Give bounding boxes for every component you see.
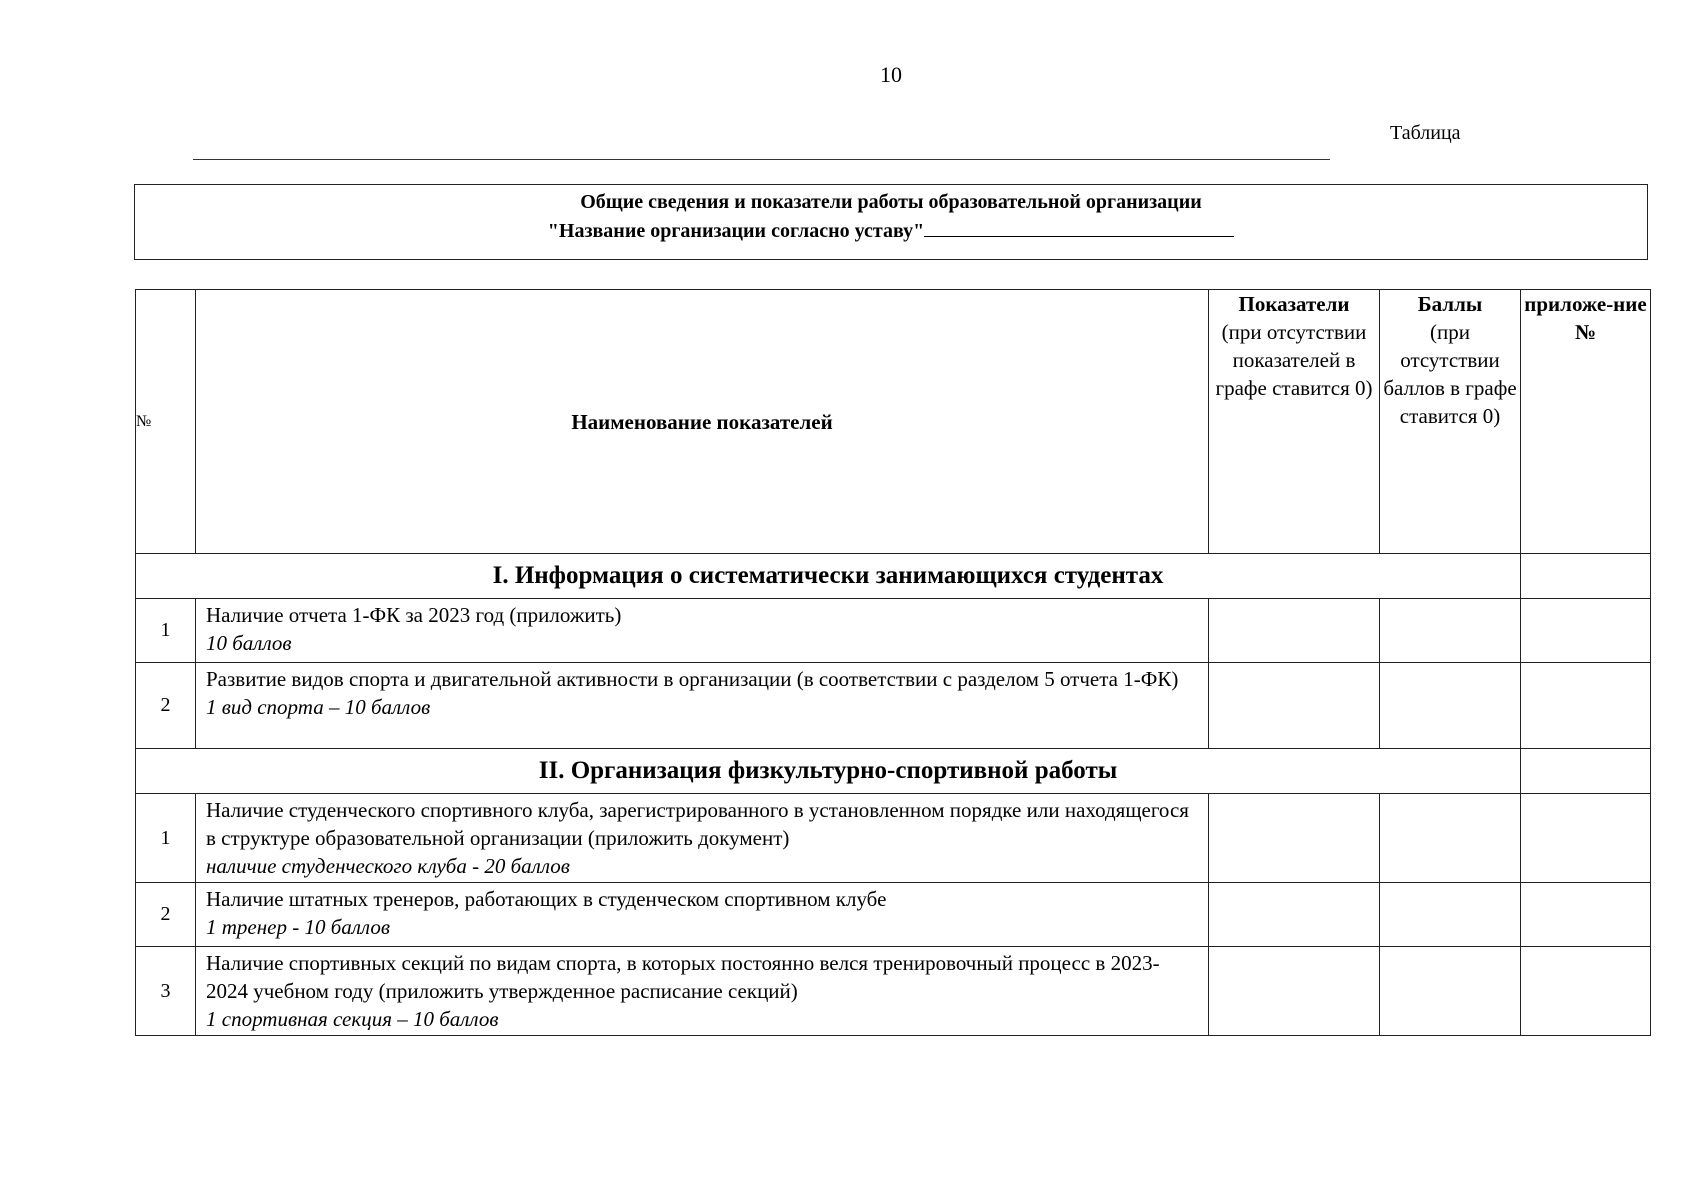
indicator-name <box>196 947 1209 1036</box>
indicators-cell[interactable] <box>1209 947 1380 1036</box>
indicator-text: Развитие видов спорта и двигательной активности в организации (в соответствии с разделом 5 отчета 1-ФК) <box>206 667 1179 691</box>
org-name-blank[interactable] <box>924 216 1234 237</box>
indicators-cell[interactable] <box>1209 663 1380 749</box>
row-number: 3 <box>136 947 196 1036</box>
header-points <box>1380 290 1521 554</box>
header-points-title: Баллы <box>1417 292 1483 316</box>
indicator-name <box>196 883 1209 947</box>
indicator-text: Наличие штатных тренеров, работающих в студенческом спортивном клубе <box>206 887 887 911</box>
points-cell[interactable] <box>1380 883 1521 947</box>
indicator-note: 1 тренер - 10 баллов <box>206 915 390 939</box>
indicator-text: Наличие отчета 1-ФК за 2023 год (приложить) <box>206 603 622 627</box>
appendix-cell[interactable] <box>1521 554 1651 599</box>
indicator-note: наличие студенческого клуба - 20 баллов <box>206 854 570 878</box>
section-title-1: I. Информация о систематически занимающихся студентах <box>136 554 1521 599</box>
title-box <box>134 184 1648 260</box>
row-number: 1 <box>136 599 196 663</box>
indicator-note: 10 баллов <box>206 631 292 655</box>
row-number: 2 <box>136 663 196 749</box>
points-cell[interactable] <box>1380 663 1521 749</box>
indicators-cell[interactable] <box>1209 599 1380 663</box>
indicators-cell[interactable] <box>1209 883 1380 947</box>
title-line-2 <box>135 216 1647 245</box>
table-row <box>136 599 1651 663</box>
header-name: Наименование показателей <box>196 290 1209 554</box>
indicators-table <box>135 289 1651 1036</box>
appendix-cell[interactable] <box>1521 947 1651 1036</box>
table-row <box>136 947 1651 1036</box>
points-cell[interactable] <box>1380 599 1521 663</box>
indicator-name <box>196 794 1209 883</box>
header-num: № <box>136 290 196 554</box>
top-rule <box>193 159 1330 160</box>
table-label: Таблица <box>1390 122 1461 144</box>
table-row <box>136 794 1651 883</box>
indicator-name <box>196 663 1209 749</box>
section-row-2 <box>136 749 1651 794</box>
header-appendix: приложе-ние № <box>1521 290 1651 554</box>
appendix-cell[interactable] <box>1521 794 1651 883</box>
header-row <box>136 290 1651 554</box>
indicator-note: 1 вид спорта – 10 баллов <box>206 695 431 719</box>
header-indicators-title: Показатели <box>1238 292 1350 316</box>
row-number: 2 <box>136 883 196 947</box>
header-points-note: (при отсутствии баллов в графе ставится 0) <box>1383 320 1517 428</box>
title-org-label: "Название организации согласно уставу" <box>547 220 925 242</box>
points-cell[interactable] <box>1380 794 1521 883</box>
appendix-cell[interactable] <box>1521 883 1651 947</box>
table-row <box>136 663 1651 749</box>
row-number: 1 <box>136 794 196 883</box>
indicators-cell[interactable] <box>1209 794 1380 883</box>
indicator-note: 1 спортивная секция – 10 баллов <box>206 1007 499 1031</box>
title-line-1: Общие сведения и показатели работы образовательной организации <box>580 191 1202 213</box>
indicator-name <box>196 599 1209 663</box>
page-number: 10 <box>880 62 902 87</box>
header-indicators-note: (при отсутствии показателей в графе ставится 0) <box>1215 320 1373 400</box>
section-title-2: II. Организация физкультурно-спортивной работы <box>136 749 1521 794</box>
appendix-cell[interactable] <box>1521 599 1651 663</box>
points-cell[interactable] <box>1380 947 1521 1036</box>
indicator-text: Наличие спортивных секций по видам спорта, в которых постоянно велся тренировочный процесс в 2023-2024 учебном году (приложить утвержденное расписание секций) <box>206 951 1160 1003</box>
section-row-1 <box>136 554 1651 599</box>
header-indicators <box>1209 290 1380 554</box>
table-row <box>136 883 1651 947</box>
appendix-cell[interactable] <box>1521 749 1651 794</box>
indicator-text: Наличие студенческого спортивного клуба, зарегистрированного в установленном порядке или находящегося в структуре образовательной организации (приложить документ) <box>206 798 1189 850</box>
appendix-cell[interactable] <box>1521 663 1651 749</box>
